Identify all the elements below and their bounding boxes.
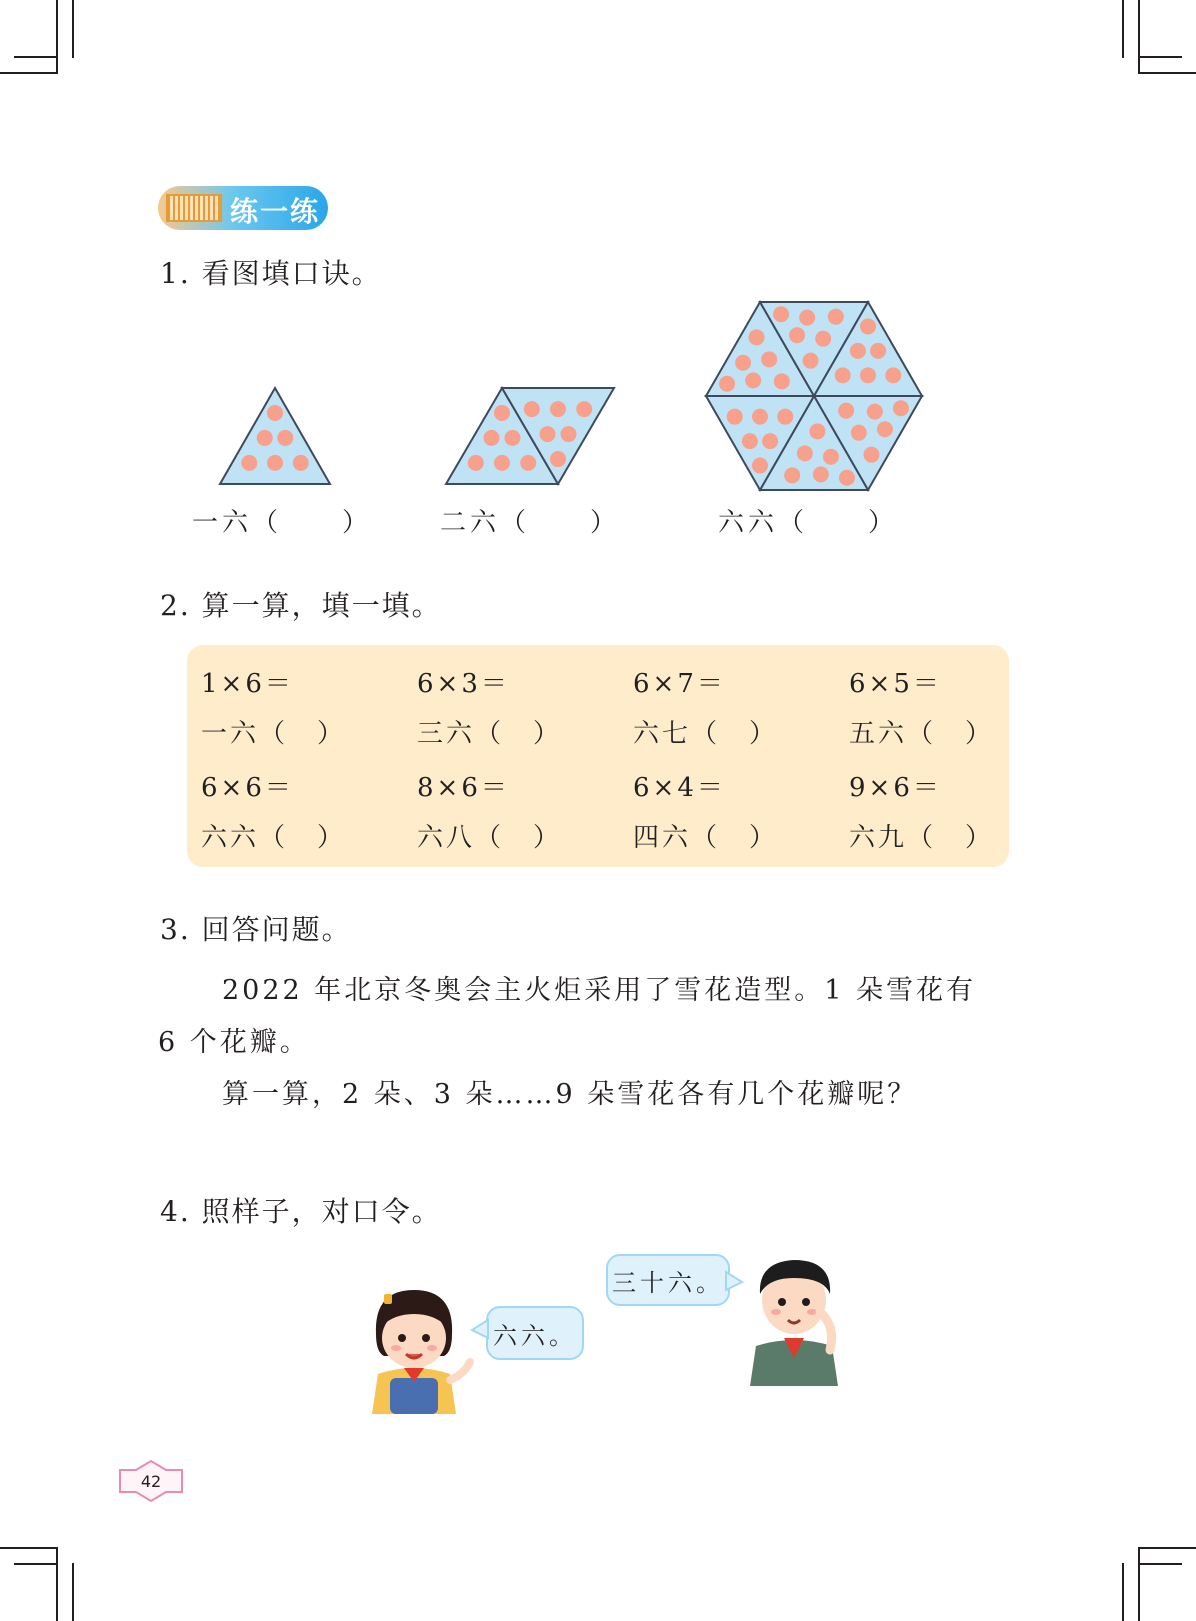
question-1-title: 1. 看图填口诀。 (160, 257, 382, 290)
page-number: 42 (140, 1471, 162, 1491)
calc-cell: 五六（ ） (849, 719, 995, 749)
dot (752, 458, 768, 474)
dot (727, 409, 743, 425)
calc-cell: 6×5＝ (849, 669, 942, 699)
dot (835, 367, 851, 383)
calc-cell: 6×4＝ (633, 773, 726, 803)
question-3-paragraph-line-2: 6 个花瓣。 (158, 1027, 310, 1058)
dot (277, 430, 293, 446)
dot (815, 331, 831, 347)
question-1-caption-3: 六六（ ） (718, 508, 899, 538)
dot (870, 343, 886, 359)
question-2-title: 2. 算一算，填一填。 (160, 589, 442, 622)
dot (494, 455, 510, 471)
dot (504, 430, 520, 446)
calc-cell: 四六（ ） (633, 823, 779, 853)
calc-cell: 6×3＝ (417, 669, 510, 699)
dot (813, 466, 829, 482)
dot (885, 367, 901, 383)
girl-speech-bubble (486, 1306, 584, 1360)
dot (494, 405, 510, 421)
question-3-title: 3. 回答问题。 (160, 913, 352, 946)
calc-cell: 六八（ ） (417, 823, 563, 853)
dot (241, 455, 257, 471)
boy-speech-bubble (606, 1254, 730, 1306)
girl-illustration (356, 1282, 476, 1414)
dot (267, 405, 283, 421)
dot (860, 318, 876, 334)
calc-cell: 六六（ ） (201, 823, 347, 853)
question-4-title: 4. 照样子，对口令。 (160, 1195, 442, 1228)
dot (576, 401, 592, 417)
question-3-question: 算一算，2 朵、3 朵……9 朵雪花各有几个花瓣呢？ (222, 1079, 918, 1110)
dot (877, 421, 893, 437)
dot (742, 433, 758, 449)
dot (749, 329, 765, 345)
dot (550, 451, 566, 467)
dot (774, 373, 790, 389)
dot (803, 353, 819, 369)
dot (550, 401, 566, 417)
dot (468, 455, 484, 471)
dot (773, 306, 789, 322)
dot (540, 426, 556, 442)
calc-cell: 9×6＝ (849, 773, 942, 803)
dot (524, 401, 540, 417)
calc-cell: 六七（ ） (633, 719, 779, 749)
dot (735, 355, 751, 371)
dot (560, 426, 576, 442)
dot (777, 409, 793, 425)
dot (823, 449, 839, 465)
dot (893, 400, 909, 416)
calc-cell: 六九（ ） (849, 823, 995, 853)
question-1-caption-1: 一六（ ） (192, 508, 373, 538)
boy-illustration (744, 1250, 844, 1386)
calc-cell: 6×7＝ (633, 669, 726, 699)
dot (797, 445, 813, 461)
dot (257, 430, 273, 446)
dot (809, 423, 825, 439)
dot (838, 403, 854, 419)
section-badge-label: 练一练 (230, 195, 321, 228)
dot (850, 343, 866, 359)
calculation-panel (187, 645, 1009, 867)
dot (784, 467, 800, 483)
dot (860, 367, 876, 383)
dot (267, 455, 283, 471)
dot (484, 430, 500, 446)
dot (839, 470, 855, 486)
dot (520, 455, 536, 471)
question-1-caption-2: 二六（ ） (440, 508, 621, 538)
dot (863, 447, 879, 463)
calc-cell: 三六（ ） (417, 719, 563, 749)
boy-bubble-tail (724, 1270, 744, 1294)
dot (719, 376, 735, 392)
triangle-figures (0, 0, 1196, 560)
dot (745, 372, 761, 388)
girl-bubble-tail (470, 1318, 490, 1342)
calc-cell: 一六（ ） (201, 719, 347, 749)
calc-cell: 1×6＝ (201, 669, 294, 699)
dot (761, 351, 777, 367)
dot (851, 425, 867, 441)
dot (799, 310, 815, 326)
boy-speech-text: 三十六。 (612, 1268, 724, 1297)
dot (789, 327, 805, 343)
calc-cell: 8×6＝ (417, 773, 510, 803)
dot (762, 433, 778, 449)
dot (828, 309, 844, 325)
calc-cell: 6×6＝ (201, 773, 294, 803)
question-3-paragraph-line-1: 2022 年北京冬奥会主火炬采用了雪花造型。1 朵雪花有 (222, 975, 977, 1006)
dot (293, 455, 309, 471)
dot (867, 404, 883, 420)
girl-speech-text: 六六。 (493, 1321, 577, 1350)
dot (752, 409, 768, 425)
